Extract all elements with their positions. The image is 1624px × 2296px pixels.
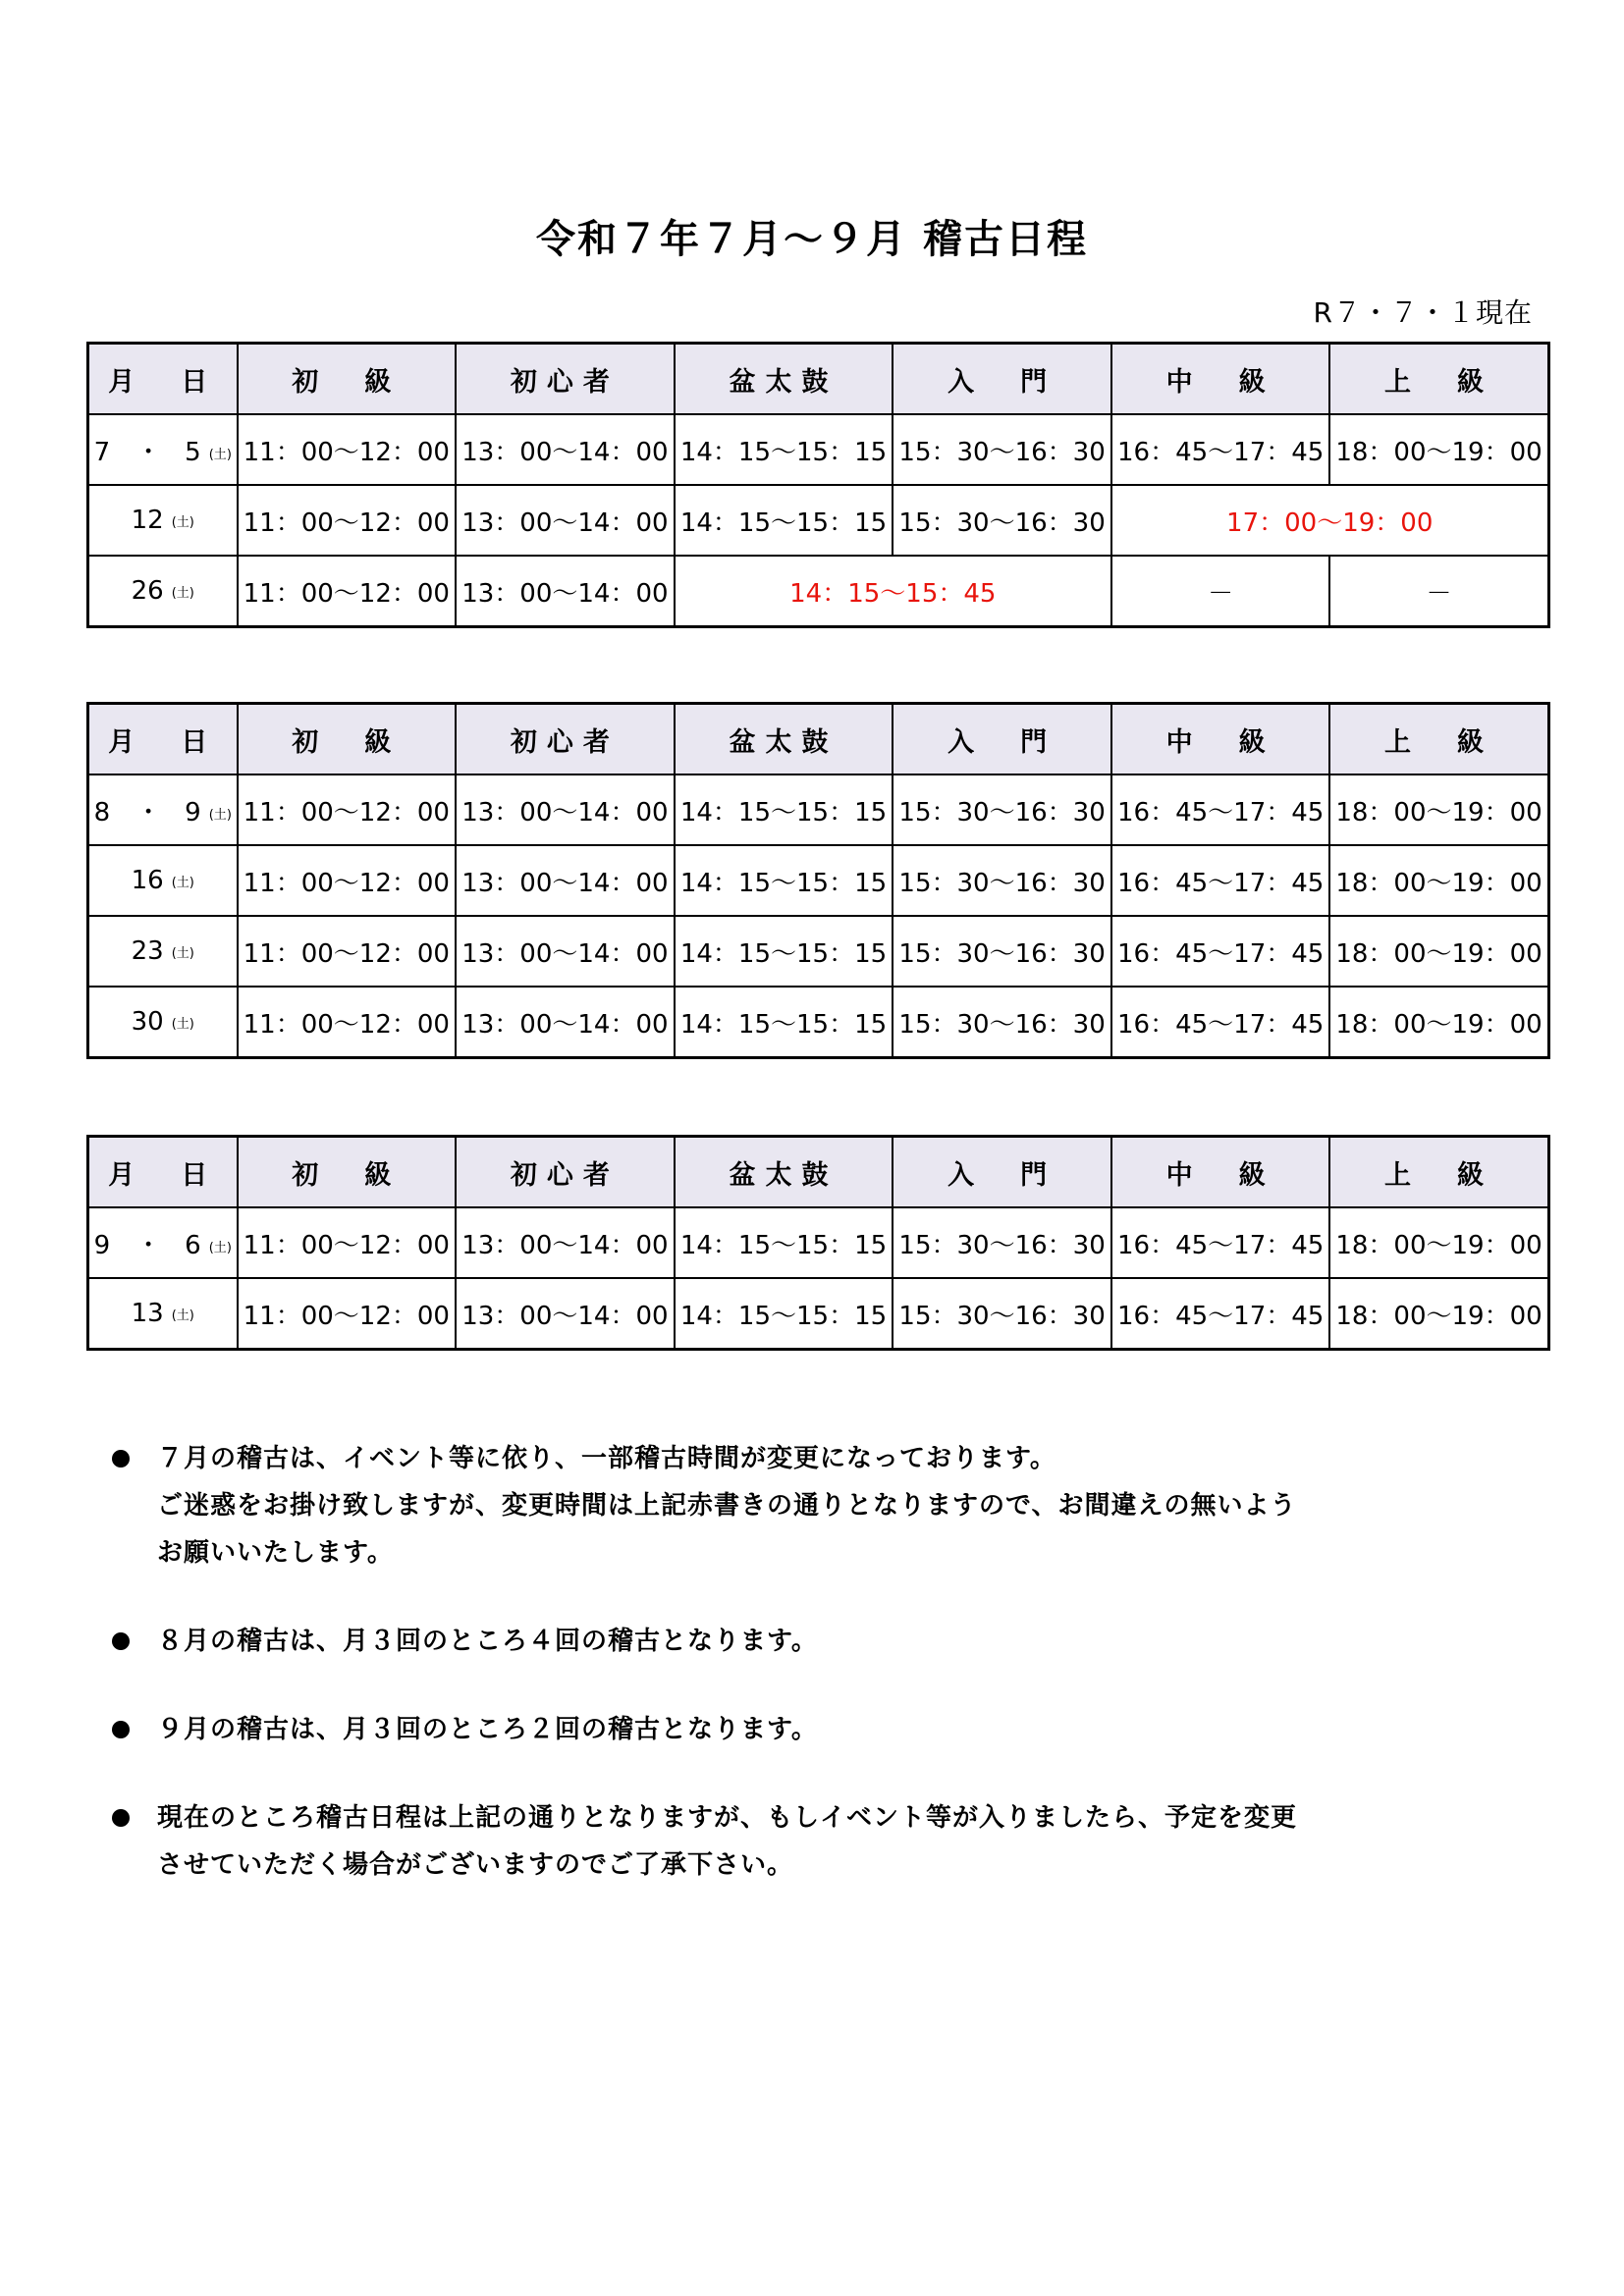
header-bondaiko: 盆太鼓 [675,1137,893,1208]
time-cell: 15：30～16：30 [893,916,1111,987]
note-item [108,1794,1542,1889]
header-nyumon: 入 門 [893,344,1111,415]
header-jokyu: 上 級 [1329,1137,1548,1208]
header-shokyu: 初 級 [238,1137,457,1208]
table-header-row [88,1137,1549,1208]
time-cell: 11：00～12：00 [238,485,457,556]
changed-time-cell: 17：00～19：00 [1111,485,1548,556]
time-cell: 15：30～16：30 [893,414,1111,485]
time-cell: 14：15～15：15 [675,485,893,556]
header-date: 月 日 [88,704,238,775]
time-cell: 15：30～16：30 [893,845,1111,916]
note-item [108,1618,1542,1665]
date-cell: 16 (土) [88,845,238,916]
time-cell: 16：45～17：45 [1111,1207,1330,1278]
notes-list [108,1435,1542,1930]
time-cell: 14：15～15：15 [675,987,893,1058]
table-row [88,987,1549,1058]
time-cell: 11：00～12：00 [238,774,457,845]
time-cell: 18：00～19：00 [1329,987,1548,1058]
time-cell: 11：00～12：00 [238,1207,457,1278]
time-cell: 14：15～15：15 [675,1278,893,1350]
bullet-icon [112,1450,130,1468]
changed-time-cell: 14：15～15：45 [675,556,1111,627]
note-line: ７月の稽古は、イベント等に依り、一部稽古時間が変更になっております。 [157,1444,1056,1473]
time-cell: 11：00～12：00 [238,987,457,1058]
time-cell: 18：00～19：00 [1329,1278,1548,1350]
time-cell: 16：45～17：45 [1111,774,1330,845]
time-cell: 15：30～16：30 [893,485,1111,556]
header-shokyu: 初 級 [238,344,457,415]
time-cell: 18：00～19：00 [1329,916,1548,987]
time-cell: 15：30～16：30 [893,1278,1111,1350]
table-row [88,916,1549,987]
time-cell: 14：15～15：15 [675,774,893,845]
weekday-mark: (土) [171,1308,194,1323]
note-line: ご迷惑をお掛け致しますが、変更時間は上記赤書きの通りとなりますので、お間違えの無いよう [157,1491,1297,1521]
weekday-mark: (土) [171,1017,194,1032]
time-cell: 13：00～14：00 [456,485,675,556]
time-cell: 14：15～15：15 [675,916,893,987]
month-label: 9 ・ [93,1230,162,1260]
note-line: 現在のところ稽古日程は上記の通りとなりますが、もしイベント等が入りましたら、予定を変更 [157,1803,1298,1833]
weekday-mark: (土) [171,515,194,530]
header-shoshinsha: 初心者 [456,1137,675,1208]
table-row [88,1207,1549,1278]
date-cell: 8 ・ 9 (土) [88,774,238,845]
table-row [88,485,1549,556]
weekday-mark: (土) [171,586,194,601]
time-cell: 11：00～12：00 [238,556,457,627]
date-cell: 7 ・ 5 (土) [88,414,238,485]
time-cell: 18：00～19：00 [1329,414,1548,485]
bullet-icon [112,1721,130,1738]
time-cell: 16：45～17：45 [1111,845,1330,916]
time-cell: 15：30～16：30 [893,1207,1111,1278]
table-row [88,414,1549,485]
time-cell: 11：00～12：00 [238,1278,457,1350]
weekday-mark: (土) [171,946,194,961]
time-cell: 16：45～17：45 [1111,916,1330,987]
time-cell: 13：00～14：00 [456,774,675,845]
weekday-mark: (土) [208,807,232,823]
as-of-date: R７・７・１現在 [1313,296,1533,329]
time-cell: 18：00～19：00 [1329,1207,1548,1278]
time-cell: 13：00～14：00 [456,1278,675,1350]
time-cell: 14：15～15：15 [675,414,893,485]
table-header-row [88,344,1549,415]
september-schedule-table [86,1135,1550,1351]
time-cell: 11：00～12：00 [238,414,457,485]
date-cell: 26 (土) [88,556,238,627]
note-item [108,1706,1542,1753]
time-cell: 13：00～14：00 [456,414,675,485]
time-cell: 16：45～17：45 [1111,1278,1330,1350]
table-row [88,845,1549,916]
weekday-mark: (土) [171,876,194,890]
time-cell: 13：00～14：00 [456,556,675,627]
header-bondaiko: 盆太鼓 [675,704,893,775]
table-row [88,774,1549,845]
header-jokyu: 上 級 [1329,704,1548,775]
header-chukyu: 中 級 [1111,344,1330,415]
time-cell: 16：45～17：45 [1111,414,1330,485]
time-cell: 14：15～15：15 [675,845,893,916]
note-line: お願いいたします。 [157,1538,394,1568]
time-cell: 15：30～16：30 [893,774,1111,845]
header-date: 月 日 [88,1137,238,1208]
time-cell: 13：00～14：00 [456,987,675,1058]
time-cell: 13：00～14：00 [456,916,675,987]
header-shoshinsha: 初心者 [456,344,675,415]
note-line: ９月の稽古は、月３回のところ２回の稽古となります。 [157,1715,818,1744]
date-cell: 12 (土) [88,485,238,556]
header-date: 月 日 [88,344,238,415]
time-cell: 18：00～19：00 [1329,845,1548,916]
bullet-icon [112,1809,130,1827]
time-cell: 13：00～14：00 [456,845,675,916]
date-cell: 9 ・ 6 (土) [88,1207,238,1278]
page-title: 令和７年７月～９月 稽古日程 [536,217,1088,262]
header-shoshinsha: 初心者 [456,704,675,775]
header-jokyu: 上 級 [1329,344,1548,415]
time-cell: 11：00～12：00 [238,916,457,987]
header-nyumon: 入 門 [893,1137,1111,1208]
header-shokyu: 初 級 [238,704,457,775]
bullet-icon [112,1632,130,1650]
august-schedule-table [86,702,1550,1059]
time-cell: 13：00～14：00 [456,1207,675,1278]
date-cell: 13 (土) [88,1278,238,1350]
header-chukyu: 中 級 [1111,1137,1330,1208]
date-cell: 30 (土) [88,987,238,1058]
weekday-mark: (土) [208,1240,232,1255]
time-cell: 18：00～19：00 [1329,774,1548,845]
month-label: 8 ・ [93,797,162,828]
note-line: ８月の稽古は、月３回のところ４回の稽古となります。 [157,1627,818,1656]
weekday-mark: (土) [208,447,232,462]
no-class-cell: － [1111,556,1330,627]
july-schedule-table [86,342,1550,628]
header-nyumon: 入 門 [893,704,1111,775]
time-cell: 16：45～17：45 [1111,987,1330,1058]
table-header-row [88,704,1549,775]
header-chukyu: 中 級 [1111,704,1330,775]
table-row [88,556,1549,627]
time-cell: 14：15～15：15 [675,1207,893,1278]
no-class-cell: － [1329,556,1548,627]
header-bondaiko: 盆太鼓 [675,344,893,415]
table-row [88,1278,1549,1350]
time-cell: 15：30～16：30 [893,987,1111,1058]
note-item [108,1435,1542,1576]
time-cell: 11：00～12：00 [238,845,457,916]
note-line: させていただく場合がございますのでご了承下さい。 [157,1850,794,1880]
date-cell: 23 (土) [88,916,238,987]
month-label: 7 ・ [93,437,162,467]
